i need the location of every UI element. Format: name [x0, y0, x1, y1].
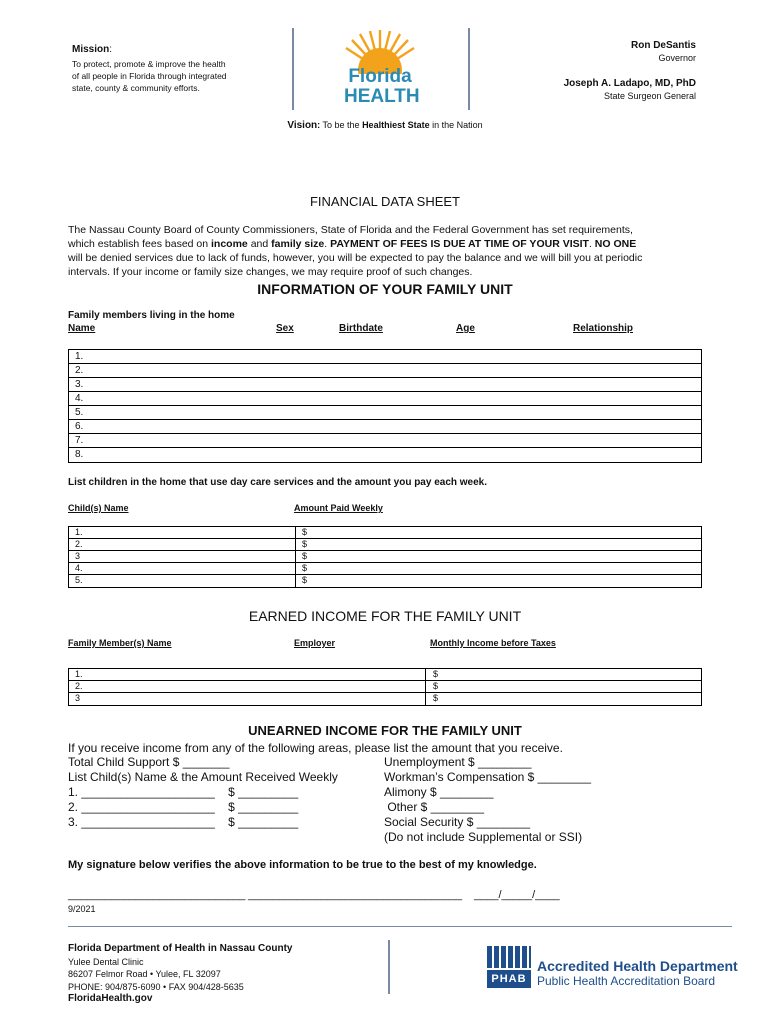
- col-family-member-header: Family Member(s) Name: [68, 638, 172, 648]
- date-line[interactable]: ____/_____/____: [474, 889, 560, 901]
- daycare-row[interactable]: 1.: [69, 527, 701, 539]
- footer-divider: [388, 940, 390, 994]
- signature-statement: My signature below verifies the above information to be true to the best of my knowledge.: [68, 859, 537, 871]
- logo-word-florida: Florida: [348, 66, 412, 87]
- child-amount-line-2[interactable]: 2. ____________________ $ _________: [68, 800, 299, 814]
- col-sex-header: Sex: [276, 323, 294, 334]
- workmans-comp-field[interactable]: Workman’s Compensation $ ________: [384, 770, 592, 784]
- phab-logo-icon: PHAB: [487, 946, 531, 990]
- family-row[interactable]: 5.: [69, 406, 701, 420]
- footer-contact: [68, 943, 292, 1006]
- col-employer-header: Employer: [294, 638, 336, 648]
- unearned-heading: UNEARNED INCOME FOR THE FAMILY UNIT: [248, 723, 522, 738]
- florida-health-logo: [342, 28, 418, 110]
- earned-row[interactable]: 2.: [69, 681, 701, 693]
- family-row[interactable]: 6.: [69, 420, 701, 434]
- mission-text: To protect, promote & improve the health of all people in Florida through integrated state, county & community efforts.: [72, 59, 227, 93]
- child-amount-line-1[interactable]: 1. ____________________ $ _________: [68, 785, 299, 799]
- family-table: [68, 349, 702, 463]
- logo-word-health: HEALTH: [344, 86, 420, 107]
- accred-title: Accredited Health Department: [537, 958, 738, 974]
- col-name-header: Name: [68, 323, 96, 334]
- printed-name-line[interactable]: ___________________________________: [248, 889, 463, 901]
- daycare-dollar: $: [302, 575, 308, 585]
- vision-line: Vision: To be the Healthiest State in the Nation: [287, 120, 483, 131]
- unearned-intro: If you receive income from any of the following areas, please list the amount that you receive.: [68, 741, 563, 755]
- family-row[interactable]: 2.: [69, 364, 701, 378]
- family-heading: INFORMATION OF YOUR FAMILY UNIT: [257, 281, 513, 297]
- social-security-field[interactable]: Social Security $ ________: [384, 815, 531, 829]
- daycare-row[interactable]: 4.: [69, 563, 701, 575]
- accred-subtitle: Public Health Accreditation Board: [537, 974, 716, 988]
- col-birthdate-header: Birthdate: [339, 323, 383, 334]
- earned-row[interactable]: 1.: [69, 669, 701, 681]
- earned-row[interactable]: 3: [75, 693, 81, 703]
- earned-dollar: $: [433, 669, 439, 679]
- daycare-dollar: $: [302, 539, 308, 549]
- earned-heading: EARNED INCOME FOR THE FAMILY UNIT: [248, 608, 522, 624]
- unemployment-field[interactable]: Unemployment $ ________: [384, 755, 532, 769]
- governor-name: Ron DeSantis: [630, 40, 696, 51]
- form-date: 9/2021: [68, 904, 96, 914]
- footer-phone: PHONE: 904/875-6090 • FAX 904/428-5635: [68, 981, 244, 992]
- daycare-dollar: $: [302, 563, 308, 573]
- daycare-row[interactable]: 3: [69, 551, 701, 563]
- earned-table: [68, 668, 702, 706]
- col-amount-weekly-header: Amount Paid Weekly: [294, 503, 383, 513]
- family-row[interactable]: 1.: [69, 350, 701, 364]
- page-title: FINANCIAL DATA SHEET: [309, 194, 460, 209]
- col-child-name-header: Child(s) Name: [68, 503, 129, 513]
- family-sublabel: Family members living in the home: [68, 310, 235, 321]
- daycare-dollar: $: [302, 527, 308, 537]
- phab-accreditation: [487, 946, 737, 992]
- footer-address: 86207 Felmor Road • Yulee, FL 32097: [68, 969, 221, 979]
- signature-line[interactable]: _____________________________: [68, 889, 246, 901]
- footer-clinic: Yulee Dental Clinic: [68, 956, 144, 967]
- daycare-row[interactable]: 2.: [69, 539, 701, 551]
- total-child-support-field[interactable]: Total Child Support $ _______: [68, 755, 230, 769]
- header-divider-right: [468, 28, 470, 110]
- daycare-table: [68, 526, 702, 588]
- family-row[interactable]: 4.: [69, 392, 701, 406]
- earned-dollar: $: [433, 681, 439, 691]
- footer-org: Florida Department of Health in Nassau County: [68, 943, 293, 954]
- col-age-header: Age: [456, 323, 475, 334]
- governor-block: [631, 40, 696, 63]
- earned-dollar: $: [433, 693, 439, 703]
- daycare-prompt: List children in the home that use day care services and the amount you pay each week.: [68, 477, 488, 488]
- surgeon-block: [564, 78, 696, 101]
- surgeon-title: State Surgeon General: [603, 91, 696, 101]
- family-row[interactable]: 7.: [69, 434, 701, 448]
- col-monthly-income-header: Monthly Income before Taxes: [430, 638, 556, 648]
- governor-title: Governor: [658, 53, 696, 63]
- footer-rule: [68, 926, 732, 927]
- family-row[interactable]: 3.: [69, 378, 701, 392]
- col-relationship-header: Relationship: [573, 323, 634, 334]
- child-amount-line-3[interactable]: 3. ____________________ $ _________: [68, 815, 299, 829]
- mission-label: Mission:: [72, 44, 113, 55]
- mission-block: [72, 44, 272, 94]
- alimony-field[interactable]: Alimony $ ________: [384, 785, 494, 799]
- family-row[interactable]: 8.: [75, 449, 84, 460]
- ssi-note: (Do not include Supplemental or SSI): [384, 830, 583, 844]
- daycare-dollar: $: [302, 551, 308, 561]
- daycare-row[interactable]: 5.: [75, 575, 83, 585]
- surgeon-name: Joseph A. Ladapo, MD, PhD: [563, 78, 696, 89]
- header-divider-left: [292, 28, 294, 110]
- other-income-field[interactable]: Other $ ________: [384, 800, 485, 814]
- child-amount-label: List Child(s) Name & the Amount Received Weekly: [68, 770, 338, 784]
- footer-website[interactable]: FloridaHealth.gov: [68, 993, 153, 1004]
- intro-paragraph: The Nassau County Board of County Commissioners, State of Florida and the Federal Government has set requirements, which establish fees based on income and family size. PAYMENT OF FEES IS DUE AT TIME OF YOUR VISIT. NO ONE will be denied services due to lack of funds, however, you will be expected to pay the balance and we will bill you at periodic intervals. If your income or family size changes, we may require proof of such changes.: [68, 224, 643, 278]
